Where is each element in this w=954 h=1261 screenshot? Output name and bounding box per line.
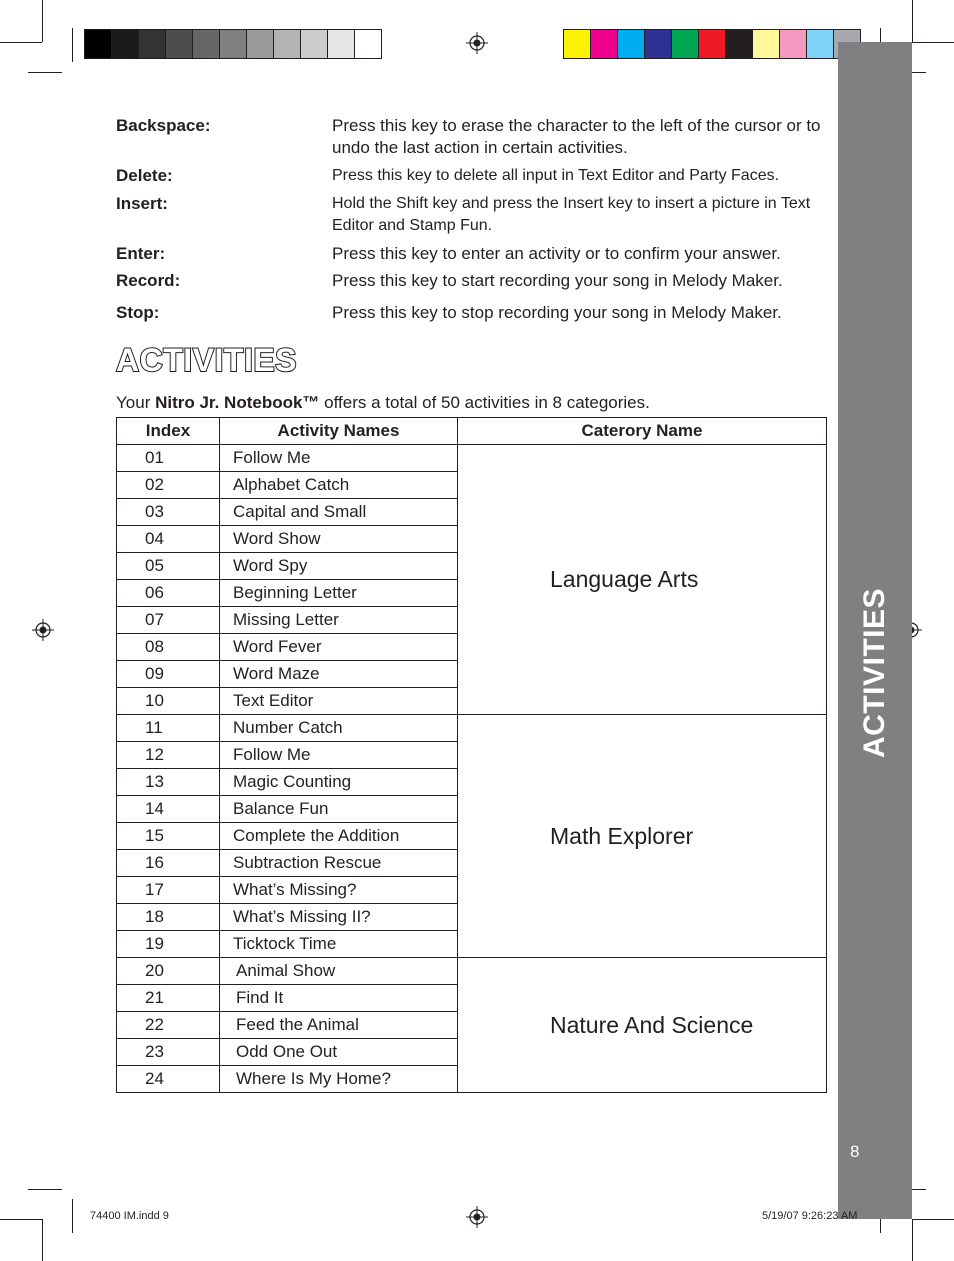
crop-mark <box>912 0 913 42</box>
key-description: Press this key to enter an activity or to confirm your answer. <box>332 244 781 263</box>
key-name: Enter: <box>116 244 166 263</box>
activity-index: 04 <box>117 526 220 553</box>
key-description: Press this key to stop recording your song in Melody Maker. <box>332 303 782 322</box>
activity-name: Follow Me <box>220 742 458 769</box>
activity-name: Text Editor <box>220 688 458 715</box>
header-activity-names: Activity Names <box>220 418 458 445</box>
activity-name: Missing Letter <box>220 607 458 634</box>
color-swatch <box>591 30 618 58</box>
crop-mark <box>912 1219 913 1261</box>
activity-index: 10 <box>117 688 220 715</box>
activity-index: 21 <box>117 985 220 1012</box>
activity-index: 24 <box>117 1066 220 1093</box>
color-swatch <box>85 30 112 58</box>
table-row <box>117 715 827 742</box>
activity-index: 23 <box>117 1039 220 1066</box>
key-description: Press this key to start recording your song in Melody Maker. <box>332 271 783 290</box>
color-swatch <box>645 30 672 58</box>
activity-name: What’s Missing II? <box>220 904 458 931</box>
color-swatch <box>112 30 139 58</box>
color-swatch <box>699 30 726 58</box>
activity-name: Subtraction Rescue <box>220 850 458 877</box>
activity-name: Complete the Addition <box>220 823 458 850</box>
crop-mark <box>72 1199 73 1233</box>
category-name: Language Arts <box>458 445 827 715</box>
activity-name: Word Show <box>220 526 458 553</box>
activity-name: Find It <box>220 985 458 1012</box>
category-name: Nature And Science <box>458 958 827 1093</box>
key-name: Delete: <box>116 166 173 185</box>
color-swatch <box>726 30 753 58</box>
activity-name: Feed the Animal <box>220 1012 458 1039</box>
key-name: Record: <box>116 271 181 290</box>
activity-name: Alphabet Catch <box>220 472 458 499</box>
activity-name: Ticktock Time <box>220 931 458 958</box>
page-number: 8 <box>850 1142 860 1161</box>
crop-mark <box>28 72 62 73</box>
key-description: Press this key to erase the character to the left of the cursor or to undo the last action in certain activities. <box>332 116 821 157</box>
activity-index: 08 <box>117 634 220 661</box>
color-swatch <box>274 30 301 58</box>
activity-index: 06 <box>117 580 220 607</box>
activity-name: Capital and Small <box>220 499 458 526</box>
activity-name: Animal Show <box>220 958 458 985</box>
registration-mark-icon <box>32 619 54 641</box>
activity-name: Where Is My Home? <box>220 1066 458 1093</box>
key-name: Stop: <box>116 303 160 322</box>
color-swatch <box>618 30 645 58</box>
activity-index: 13 <box>117 769 220 796</box>
category-name: Math Explorer <box>458 715 827 958</box>
color-swatch <box>220 30 247 58</box>
activity-name: Number Catch <box>220 715 458 742</box>
crop-mark <box>912 1219 954 1220</box>
activity-index: 03 <box>117 499 220 526</box>
key-name: Insert: <box>116 194 168 213</box>
activity-name: Magic Counting <box>220 769 458 796</box>
key-description: Press this key to delete all input in Text Editor and Party Faces. <box>332 167 780 184</box>
crop-mark <box>912 42 954 43</box>
activity-index: 14 <box>117 796 220 823</box>
side-tab-label: ACTIVITIES <box>858 587 891 759</box>
activity-index: 12 <box>117 742 220 769</box>
activity-index: 11 <box>117 715 220 742</box>
activity-index: 05 <box>117 553 220 580</box>
activity-index: 22 <box>117 1012 220 1039</box>
crop-mark <box>0 42 42 43</box>
color-swatch <box>807 30 834 58</box>
activity-name: Word Spy <box>220 553 458 580</box>
activity-name: Odd One Out <box>220 1039 458 1066</box>
product-name: Nitro Jr. Notebook™ <box>155 393 320 412</box>
activity-index: 17 <box>117 877 220 904</box>
activity-index: 15 <box>117 823 220 850</box>
activity-index: 16 <box>117 850 220 877</box>
color-swatch <box>328 30 355 58</box>
crop-mark <box>42 1219 43 1261</box>
key-description: Hold the Shift key and press the Insert key to insert a picture in Text Editor and Stamp Fun. <box>332 195 811 234</box>
color-swatch <box>753 30 780 58</box>
intro-text: Your Nitro Jr. Notebook™ offers a total of 50 activities in 8 categories. <box>116 393 650 412</box>
color-swatch <box>780 30 807 58</box>
registration-mark-icon <box>466 32 488 54</box>
color-swatch <box>301 30 328 58</box>
activity-index: 19 <box>117 931 220 958</box>
header-index: Index <box>117 418 220 445</box>
crop-mark <box>72 28 73 62</box>
activity-index: 01 <box>117 445 220 472</box>
activity-index: 02 <box>117 472 220 499</box>
color-swatch <box>166 30 193 58</box>
activity-name: Word Fever <box>220 634 458 661</box>
activity-index: 20 <box>117 958 220 985</box>
table-row <box>117 958 827 985</box>
activity-name: What’s Missing? <box>220 877 458 904</box>
color-swatch <box>193 30 220 58</box>
date-slug: 5/19/07 9:26:23 AM <box>762 1210 858 1222</box>
activity-index: 18 <box>117 904 220 931</box>
activity-index: 07 <box>117 607 220 634</box>
crop-mark <box>0 1219 42 1220</box>
activity-name: Follow Me <box>220 445 458 472</box>
key-name: Backspace: <box>116 116 211 135</box>
activities-table <box>116 417 827 1093</box>
activity-name: Word Maze <box>220 661 458 688</box>
color-swatch <box>672 30 699 58</box>
crop-mark <box>42 0 43 42</box>
color-bar <box>563 29 861 59</box>
color-swatch <box>564 30 591 58</box>
table-header-row <box>117 418 827 445</box>
color-swatch <box>355 30 381 58</box>
activity-name: Balance Fun <box>220 796 458 823</box>
color-swatch <box>139 30 166 58</box>
crop-mark <box>28 1189 62 1190</box>
activity-name: Beginning Letter <box>220 580 458 607</box>
header-category-name: Caterory Name <box>458 418 827 445</box>
table-row <box>117 445 827 472</box>
file-slug: 74400 IM.indd 9 <box>90 1210 169 1222</box>
activity-index: 09 <box>117 661 220 688</box>
registration-mark-icon <box>466 1206 488 1228</box>
section-heading: ACTIVITIES <box>116 342 298 378</box>
color-swatch <box>247 30 274 58</box>
grayscale-bar <box>84 29 382 59</box>
side-tab <box>838 42 912 1219</box>
